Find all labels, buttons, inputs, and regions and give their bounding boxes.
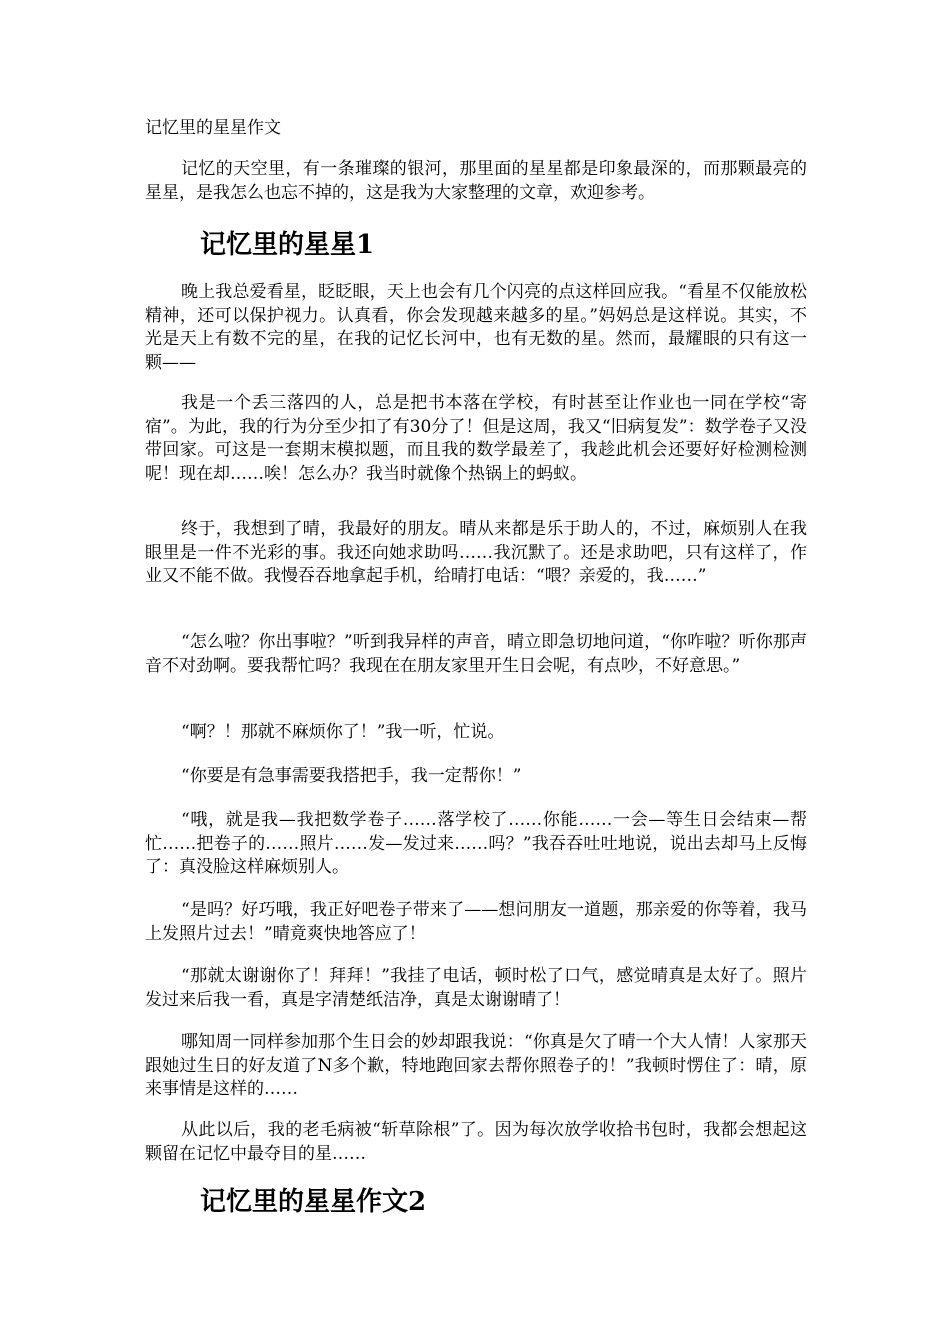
body-paragraph-3: 终于，我想到了晴，我最好的朋友。晴从来都是乐于助人的，不过，麻烦别人在我眼里是一件不光彩的事。我还向她求助吗……我沉默了。还是求助吧，只有这样了，作业又不能不做。我慢吞吞地拿起手机，给晴打电话：“喂？亲爱的，我……” xyxy=(145,519,807,586)
section-1-heading: 记忆里的星星1 xyxy=(200,230,375,260)
body-paragraph-2: 我是一个丢三落四的人，总是把书本落在学校，有时甚至让作业也一同在学校“寄宿”。为此，我的行为分至少扣了有30分了！但是这周，我又“旧病复发”：数学卷子又没带回家。可这是一套期末模拟题，而且我的数学最差了，我趁此机会还要好好检测检测呢！现在却……唉！怎么办？我当时就像个热锅上的蚂蚁。 xyxy=(145,393,807,484)
body-paragraph-11: 从此以后，我的老毛病被“斩草除根”了。因为每次放学收拾书包时，我都会想起这颗留在记忆中最夺目的星…… xyxy=(145,1120,807,1164)
body-paragraph-8: “是吗？好巧哦，我正好吧卷子带来了——想问朋友一道题，那亲爱的你等着，我马上发照片过去！”晴竟爽快地答应了！ xyxy=(145,900,807,944)
body-paragraph-1: 晚上我总爱看星，眨眨眼，天上也会有几个闪亮的点这样回应我。“看星不仅能放松精神，还可以保护视力。认真看，你会发现越来越多的星。”妈妈总是这样说。其实，不光是天上有数不完的星，在我的记忆长河中，也有无数的星。然而，最耀眼的只有这一颗—— xyxy=(145,282,807,373)
body-paragraph-6: “你要是有急事需要我搭把手，我一定帮你！” xyxy=(181,766,522,786)
intro-paragraph: 记忆的天空里，有一条璀璨的银河，那里面的星星都是印象最深的，而那颗最亮的星星，是我怎么也忘不掉的，这是我为大家整理的文章，欢迎参考。 xyxy=(145,159,807,203)
body-paragraph-9: “那就太谢谢你了！拜拜！”我挂了电话，顿时松了口气，感觉晴真是太好了。照片发过来后我一看，真是字清楚纸洁净，真是太谢谢晴了！ xyxy=(145,966,807,1010)
body-paragraph-5: “啊？！那就不麻烦你了！”我一听，忙说。 xyxy=(181,722,505,742)
body-paragraph-4: “怎么啦？你出事啦？”听到我异样的声音，晴立即急切地问道，“你咋啦？听你那声音不对劲啊。要我帮忙吗？我现在在朋友家里开生日会呢，有点吵，不好意思。” xyxy=(145,632,807,676)
section-2-heading: 记忆里的星星作文2 xyxy=(200,1187,427,1217)
body-paragraph-10: 哪知周一同样参加那个生日会的妙却跟我说：“你真是欠了晴一个大人情！人家那天跟她过生日的好友道了N多个歉，特地跑回家去帮你照卷子的！”我顿时愣住了：晴，原来事情是这样的…… xyxy=(145,1032,807,1099)
body-paragraph-7: “哦，就是我—我把数学卷子……落学校了……你能……一会—等生日会结束—帮忙……把卷子的……照片……发—发过来……吗？”我吞吞吐吐地说，说出去却马上反悔了：真没脸这样麻烦别人。 xyxy=(145,810,807,877)
document-title: 记忆里的星星作文 xyxy=(145,118,281,138)
